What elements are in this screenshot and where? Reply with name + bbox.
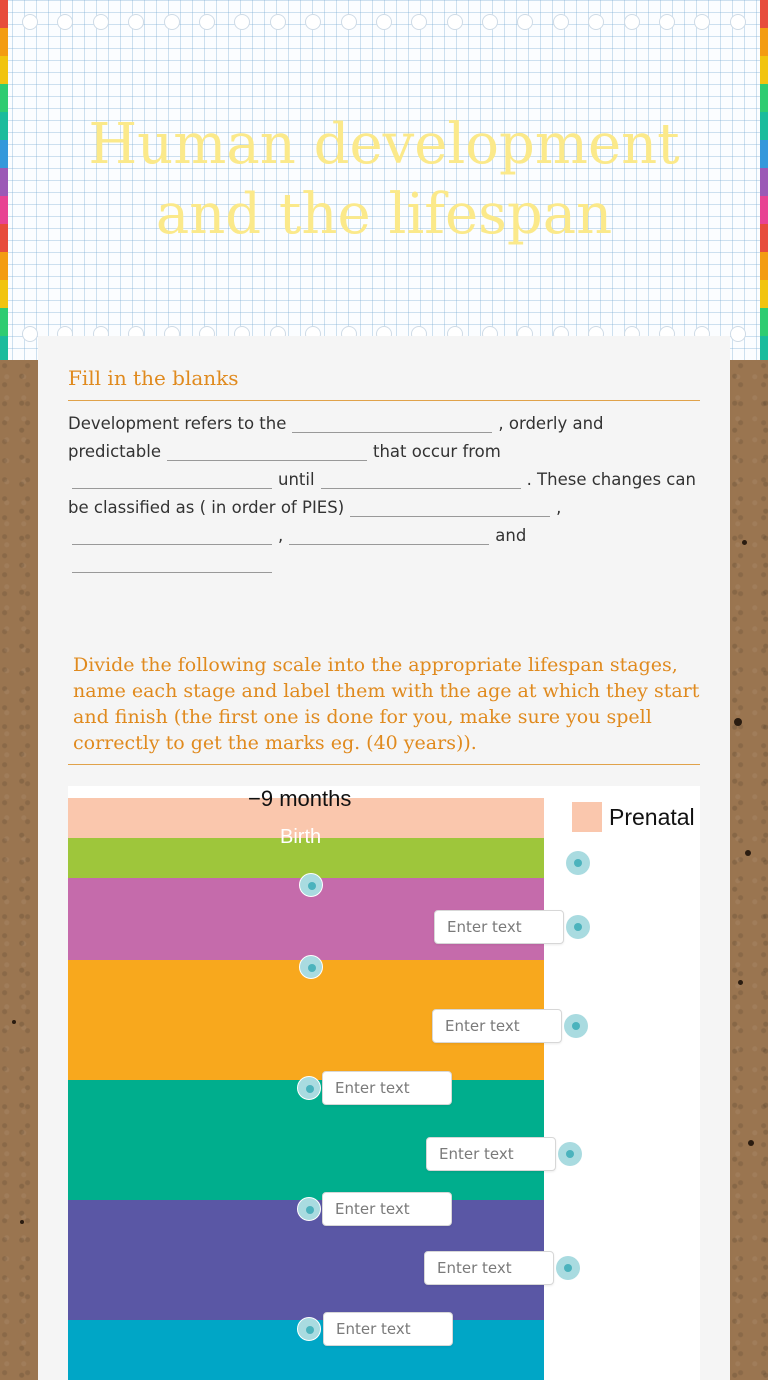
page-title-line2: and the lifespan — [155, 182, 613, 247]
divider-handle-dot[interactable] — [299, 873, 323, 897]
divider-handle-dot[interactable] — [297, 1197, 321, 1221]
speck — [748, 1140, 754, 1146]
stage-name-input[interactable] — [434, 910, 564, 944]
label-birth: Birth — [280, 826, 322, 848]
drag-handle-dot[interactable] — [566, 915, 590, 939]
blank-2[interactable] — [167, 441, 367, 461]
drag-handle-dot[interactable] — [566, 851, 590, 875]
blank-1[interactable] — [292, 413, 492, 433]
speck — [20, 1220, 24, 1224]
text-segment: and — [495, 526, 527, 545]
text-segment: Development refers to the — [68, 414, 287, 433]
label-minus-9-months: −9 months — [248, 786, 352, 811]
stage-name-input[interactable] — [426, 1137, 556, 1171]
text-segment: until — [278, 470, 315, 489]
age-label-input[interactable] — [323, 1312, 453, 1346]
stage-name-input[interactable] — [432, 1009, 562, 1043]
blank-3[interactable] — [72, 469, 272, 489]
text-segment: that occur from — [372, 442, 501, 461]
punch-holes-top — [22, 14, 746, 32]
worksheet-card — [38, 336, 730, 1380]
drag-handle-dot[interactable] — [556, 1256, 580, 1280]
speck — [738, 980, 743, 985]
lifespan-scale — [68, 786, 700, 1380]
age-label-input[interactable] — [322, 1192, 452, 1226]
page-title — [0, 110, 768, 250]
blank-8[interactable] — [72, 553, 272, 573]
speck — [745, 850, 751, 856]
text-segment: . These changes can be classified as ( in order of PIES) — [68, 470, 696, 517]
age-label-input[interactable] — [322, 1071, 452, 1105]
divider-handle-dot[interactable] — [297, 1317, 321, 1341]
divider-handle-dot[interactable] — [299, 955, 323, 979]
divider-handle-dot[interactable] — [297, 1076, 321, 1100]
text-segment: , — [278, 526, 284, 545]
blank-7[interactable] — [289, 525, 489, 545]
legend-prenatal: Prenatal — [609, 804, 695, 830]
fill-blanks-paragraph — [68, 410, 700, 578]
text-segment: , orderly and predictable — [68, 414, 604, 461]
speck — [742, 540, 747, 545]
legend-swatch-prenatal — [572, 802, 602, 832]
divider — [68, 764, 700, 765]
stage-name-input[interactable] — [424, 1251, 554, 1285]
divider — [68, 400, 700, 401]
drag-handle-dot[interactable] — [558, 1142, 582, 1166]
text-segment: , — [556, 498, 562, 517]
notebook-header — [0, 0, 768, 360]
blank-4[interactable] — [321, 469, 521, 489]
speck — [734, 718, 742, 726]
page-title-line1: Human development — [88, 112, 680, 177]
section-title-fill-blanks: Fill in the blanks — [68, 366, 239, 390]
blank-5[interactable] — [350, 497, 550, 517]
blank-6[interactable] — [72, 525, 272, 545]
drag-handle-dot[interactable] — [564, 1014, 588, 1038]
stage-instructions: Divide the following scale into the appropriate lifespan stages, name each stage and label them with the age at which they start and finish (the first one is done for you, make sure you spell correctly to get the marks eg. (40 years)). — [73, 654, 700, 754]
speck — [12, 1020, 16, 1024]
